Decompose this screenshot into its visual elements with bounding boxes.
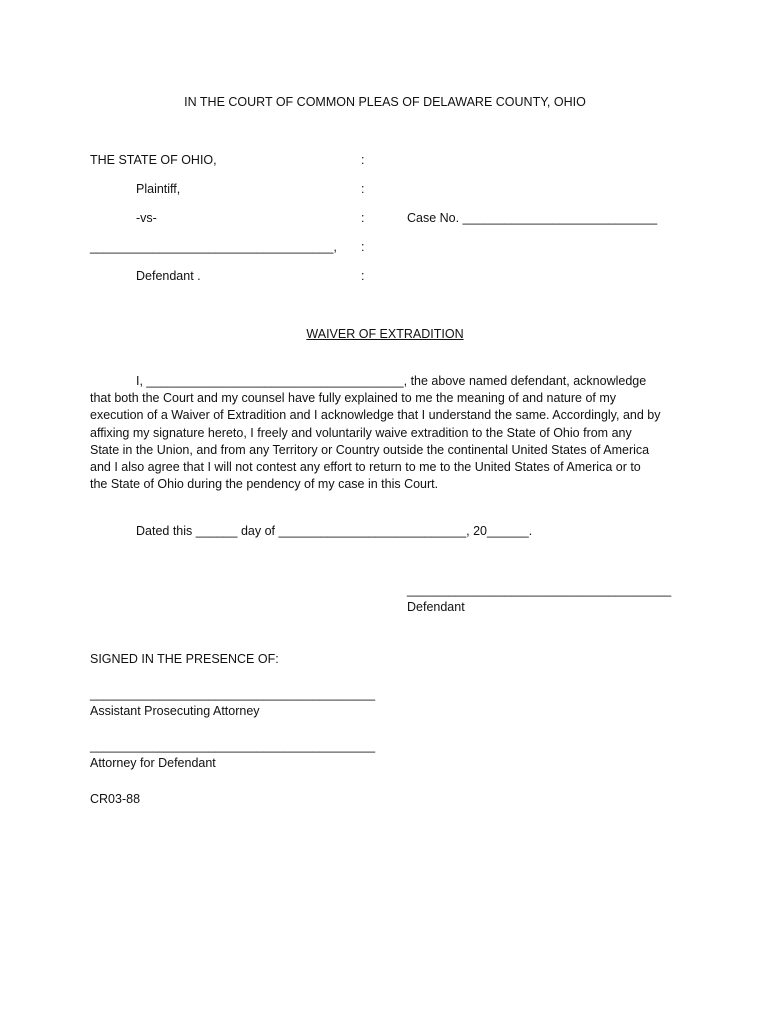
body-line: I, _____________________________________, the above named defendant, acknowledge — [136, 374, 647, 388]
body-line: affixing my signature hereto, I freely and voluntarily waive extradition to the State of Ohio from any — [90, 425, 632, 440]
caption-colon: : — [361, 240, 365, 254]
prosecutor-signature-line[interactable]: _________________________________________ — [90, 687, 376, 701]
plaintiff-name: THE STATE OF OHIO, — [90, 153, 217, 167]
case-number-field[interactable]: Case No. ____________________________ — [407, 211, 658, 225]
dated-line-field[interactable]: Dated this ______ day of ___________________________, 20______. — [136, 524, 533, 538]
caption-colon: : — [361, 269, 365, 283]
body-line: execution of a Waiver of Extradition and I acknowledge that I understand the same. Accordingly, and by — [90, 408, 661, 423]
defendant-signature-label: Defendant — [407, 600, 465, 614]
body-line: that both the Court and my counsel have fully explained to me the meaning of and nature of my — [90, 391, 617, 406]
form-code: CR03-88 — [90, 792, 141, 806]
plaintiff-label: Plaintiff, — [136, 182, 181, 196]
body-line: State in the Union, and from any Territory or Country outside the continental United States of America — [90, 442, 650, 457]
versus-label: -vs- — [136, 211, 157, 225]
defendant-signature-line[interactable]: ______________________________________ — [407, 583, 672, 597]
prosecutor-signature-label: Assistant Prosecuting Attorney — [90, 704, 260, 718]
waiver-paragraph — [90, 373, 690, 493]
defendant-name-field[interactable]: ___________________________________, — [90, 240, 337, 254]
defense-signature-line[interactable]: _________________________________________ — [90, 739, 376, 753]
caption-colon: : — [361, 182, 365, 196]
caption-colon: : — [361, 153, 365, 167]
document-heading: WAIVER OF EXTRADITION — [306, 327, 464, 341]
caption-colon: : — [361, 211, 365, 225]
defendant-label: Defendant . — [136, 269, 201, 283]
signed-presence-label: SIGNED IN THE PRESENCE OF: — [90, 652, 279, 666]
body-line: the State of Ohio during the pendency of my case in this Court. — [90, 477, 439, 492]
court-title: IN THE COURT OF COMMON PLEAS OF DELAWARE COUNTY, OHIO — [184, 95, 586, 109]
defense-signature-label: Attorney for Defendant — [90, 756, 216, 770]
body-line: and I also agree that I will not contest any effort to return to me to the United States of America or to — [90, 460, 641, 475]
